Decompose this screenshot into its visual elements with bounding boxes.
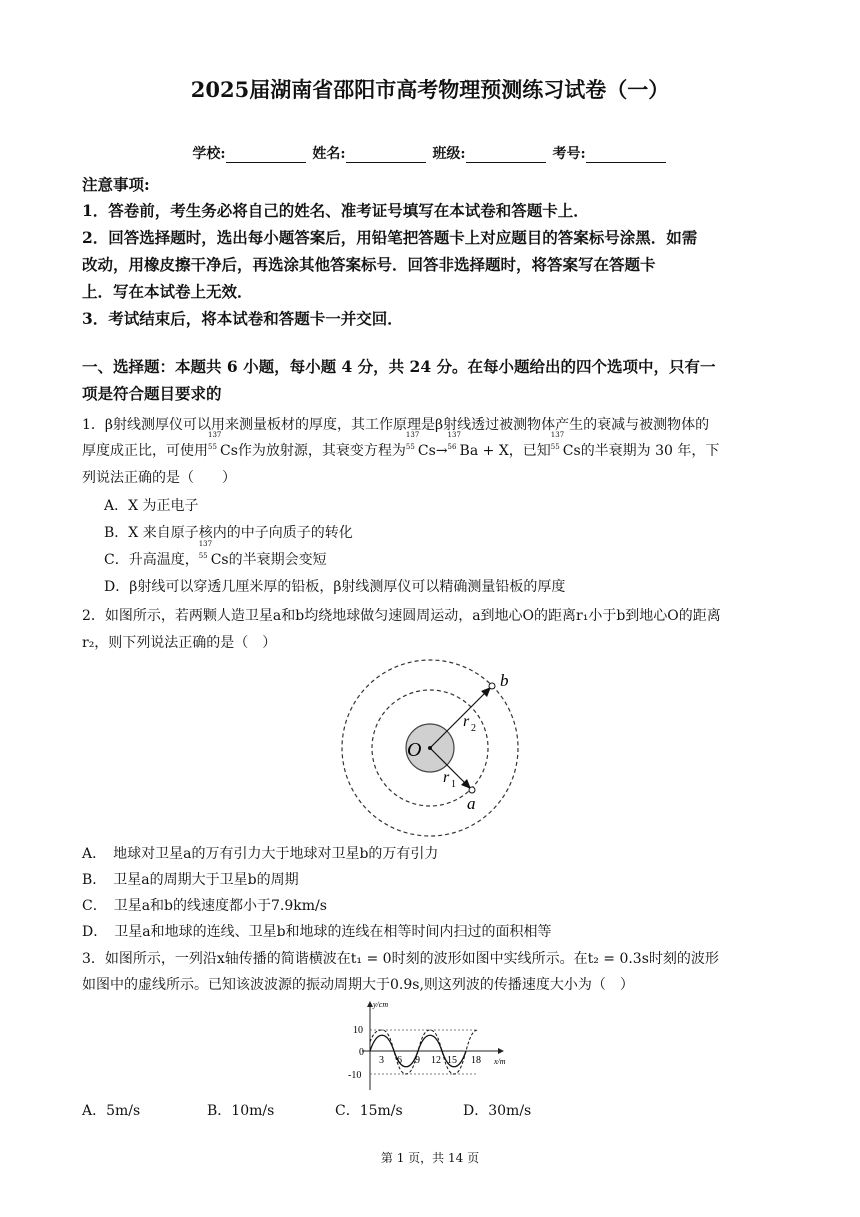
cs-nuclide: 137 55 Cs bbox=[550, 431, 581, 459]
page-footer: 第 1 页，共 14 页 bbox=[380, 1151, 480, 1165]
q1-option-d: D．β射线可以穿透几厘米厚的铅板，β射线测厚仪可以精确测量铅板的厚度 bbox=[104, 579, 566, 595]
x-tick-6: 6 bbox=[397, 1055, 402, 1066]
q3-option-c: C．15m/s bbox=[335, 1103, 403, 1119]
q1-line-3: 列说法正确的是（ ） bbox=[82, 470, 236, 486]
q3-line-1: 3．如图所示，一列沿x轴传播的简谐横波在t₁ = 0时刻的波形如图中实线所示。在t₂ = 0.3s时刻的波形 bbox=[82, 951, 719, 967]
label-r1: r bbox=[443, 769, 450, 786]
school-blank bbox=[226, 148, 306, 163]
q3-option-b: B．10m/s bbox=[207, 1103, 275, 1119]
q3-option-d: D．30m/s bbox=[463, 1103, 532, 1119]
x-tick-3: 3 bbox=[379, 1055, 384, 1066]
x-tick-9: 9 bbox=[415, 1055, 420, 1066]
student-info-line bbox=[0, 143, 860, 163]
satellite-b bbox=[489, 683, 495, 689]
x-tick-12: 12 bbox=[431, 1055, 441, 1066]
notice-item-3: 3．考试结束后，将本试卷和答题卡一并交回． bbox=[82, 309, 403, 328]
satellite-a bbox=[469, 787, 475, 793]
q2-option-d: D． 卫星a和地球的连线、卫星b和地球的连线在相等时间内扫过的面积相等 bbox=[82, 924, 552, 940]
class-label: 班级: bbox=[432, 146, 466, 162]
y-tick-0: 0 bbox=[359, 1047, 364, 1058]
x-tick-18: 18 bbox=[471, 1055, 481, 1066]
x-axis-label: x/m bbox=[494, 1057, 506, 1066]
q2-option-b: B． 卫星a的周期大于卫星b的周期 bbox=[82, 872, 299, 888]
ba-nuclide: 137 56 Ba + X bbox=[447, 431, 509, 459]
q1-option-b: B．X 来自原子核内的中子向质子的转化 bbox=[104, 525, 353, 541]
q1-text: ，已知 bbox=[508, 443, 551, 459]
arrow: → bbox=[435, 443, 448, 459]
class-blank bbox=[466, 148, 546, 163]
label-r2: r bbox=[463, 713, 470, 730]
x-axis-arrow bbox=[498, 1048, 504, 1054]
school-label: 学校: bbox=[192, 146, 226, 162]
label-r2-sub: 2 bbox=[471, 723, 476, 734]
notice-item-2b: 改动，用橡皮擦干净后，再选涂其他答案标号．回答非选择题时，将答案写在答题卡 bbox=[82, 255, 656, 274]
label-b: b bbox=[500, 671, 509, 690]
notice-item-2c: 上．写在本试卷上无效． bbox=[82, 282, 253, 301]
y-tick-neg10: -10 bbox=[348, 1070, 362, 1081]
q1-line-2 bbox=[82, 431, 720, 464]
center-label: O bbox=[407, 739, 422, 761]
orbit-diagram bbox=[330, 652, 530, 842]
q2-option-c: C． 卫星a和b的线速度都小于7.9km/s bbox=[82, 898, 327, 914]
cs-nuclide: 137 55 Cs bbox=[405, 431, 436, 459]
page-title: 2025届湖南省邵阳市高考物理预测练习试卷（一） bbox=[190, 77, 670, 102]
section-heading-2: 项是符合题目要求的 bbox=[82, 384, 222, 403]
q3-option-a: A．5m/s bbox=[82, 1103, 141, 1119]
y-axis-label: y/cm bbox=[373, 1000, 389, 1009]
q1-text: 厚度成正比，可使用 bbox=[82, 443, 208, 459]
notice-heading: 注意事项: bbox=[82, 175, 150, 194]
wave-graph bbox=[340, 998, 520, 1094]
notice-item-2a: 2．回答选择题时，选出每小题答案后，用铅笔把答题卡上对应题目的答案标号涂黑．如需 bbox=[82, 228, 698, 247]
q1-line-1: 1．β射线测厚仪可以用来测量板材的厚度，其工作原理是β射线透过被测物体产生的衰减与被测物体的 bbox=[82, 417, 710, 433]
q1-text: 作为放射源，其衰变方程为 bbox=[237, 443, 406, 459]
q2-option-a: A． 地球对卫星a的万有引力大于地球对卫星b的万有引力 bbox=[82, 846, 439, 862]
name-label: 姓名: bbox=[312, 146, 346, 162]
label-a: a bbox=[467, 794, 476, 813]
q2-line-2: r₂，则下列说法正确的是（ ） bbox=[82, 635, 277, 651]
q2-line-1: 2．如图所示，若两颗人造卫星a和b均绕地球做匀速圆周运动，a到地心O的距离r₁小于b到地心O的距离 bbox=[82, 608, 721, 624]
label-r1-sub: 1 bbox=[451, 779, 456, 790]
x-tick-15: 15 bbox=[447, 1055, 457, 1066]
notice-item-1: 1．答卷前，考生务必将自己的姓名、准考证号填写在本试卷和答题卡上． bbox=[82, 201, 589, 220]
q1-option-a: A．X 为正电子 bbox=[104, 498, 199, 514]
y-tick-10: 10 bbox=[353, 1025, 363, 1036]
q1-option-c: C．升高温度， 137 55 Cs的半衰期会变短 bbox=[104, 547, 327, 573]
q3-line-2: 如图中的虚线所示。已知该波波源的振动周期大于0.9s,则这列波的传播速度大小为（ ） bbox=[82, 977, 634, 993]
cs-nuclide: 137 55 Cs bbox=[198, 540, 229, 568]
name-blank bbox=[346, 148, 426, 163]
cs-nuclide: 137 55 Cs bbox=[208, 431, 238, 459]
q1-text: 的半衰期为 30 年，下 bbox=[580, 443, 720, 459]
section-heading-1: 一、选择题：本题共 6 小题，每小题 4 分，共 24 分。在每小题给出的四个选项中，只有一 bbox=[82, 357, 716, 376]
exam-no-label: 考号: bbox=[552, 146, 586, 162]
exam-no-blank bbox=[586, 148, 666, 163]
